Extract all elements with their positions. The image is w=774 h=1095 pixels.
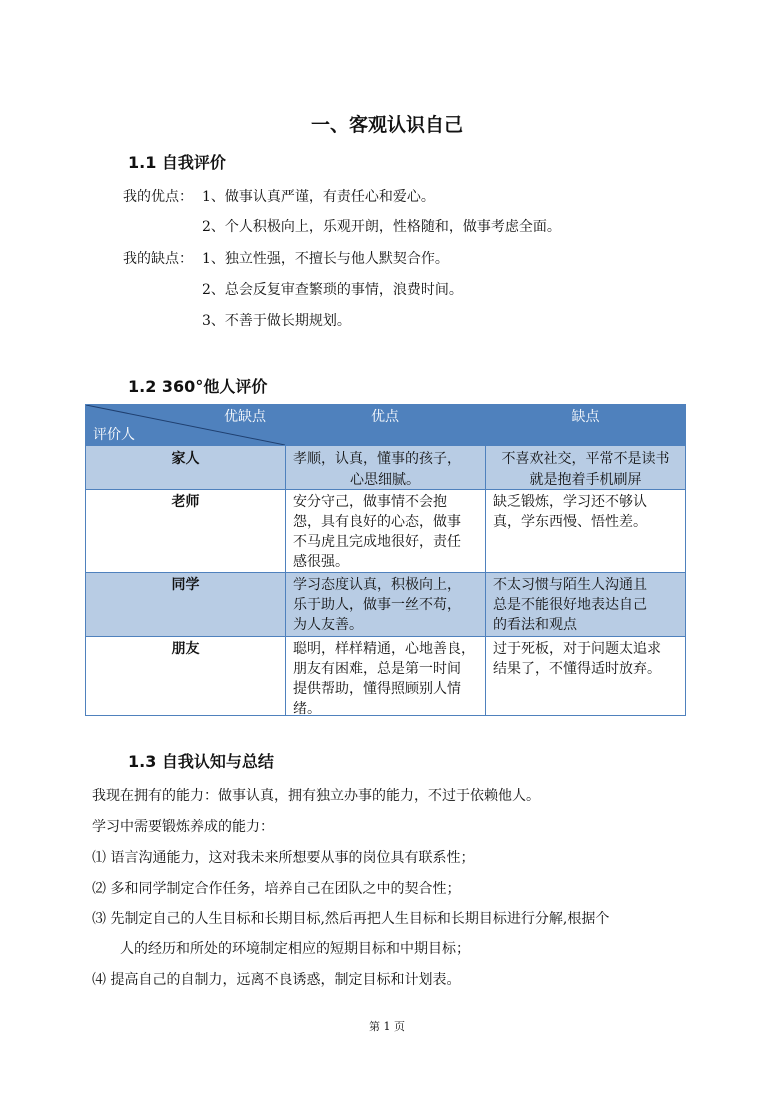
table-cell-pros: 绪。 [293, 701, 321, 717]
corner-bottom-label: 评价人 [93, 427, 135, 443]
table-cell-cons: 真，学东西慢、悟性差。 [493, 514, 647, 530]
advantage-item: 2、个人积极向上，乐观开朗，性格随和，做事考虑全面。 [202, 219, 561, 235]
disadvantages-label: 我的缺点： [123, 251, 193, 267]
list-item: ⑶ 先制定自己的人生目标和长期目标,然后再把人生目标和长期目标进行分解,根据个 [92, 911, 610, 927]
evaluation-table [85, 404, 686, 716]
table-cell-cons: 总是不能很好地表达自己 [493, 597, 647, 613]
disadvantage-item: 2、总会反复审查繁琐的事情，浪费时间。 [202, 282, 463, 298]
table-cell-pros: 怨，具有良好的心态，做事 [293, 514, 461, 530]
table-cell-cons: 不喜欢社交，平常不是读书 [501, 451, 670, 467]
table-cell-pros: 为人友善。 [293, 617, 363, 633]
table-cell-cons: 就是抱着手机刷屏 [529, 472, 642, 488]
advantages-label: 我的优点： [123, 189, 193, 205]
table-cell-cons: 不太习惯与陌生人沟通且 [493, 577, 647, 593]
table-row-evaluator: 家人 [171, 451, 200, 467]
list-item: ⑵ 多和同学制定合作任务，培养自己在团队之中的契合性； [92, 881, 461, 897]
table-cell-cons: 缺乏锻炼，学习还不够认 [493, 494, 647, 510]
table-row-evaluator: 同学 [171, 577, 200, 593]
table-cell-cons: 结果了，不懂得适时放弃。 [493, 661, 661, 677]
table-cell-pros: 学习态度认真，积极向上， [293, 577, 461, 593]
column-header-cons: 缺点 [571, 409, 600, 425]
advantage-item: 1、做事认真严谨，有责任心和爱心。 [202, 189, 435, 205]
corner-top-label: 优缺点 [224, 409, 266, 425]
disadvantage-item: 1、独立性强，不擅长与他人默契合作。 [202, 251, 449, 267]
table-cell-pros: 乐于助人，做事一丝不苟， [293, 597, 461, 613]
list-item: ⑴ 语言沟通能力，这对我未来所想要从事的岗位具有联系性； [92, 850, 475, 866]
table-cell-pros: 不马虎且完成地很好，责任 [293, 534, 461, 550]
table-cell-cons: 的看法和观点 [493, 617, 577, 633]
table-cell-pros: 聪明，样样精通，心地善良， [293, 641, 475, 657]
page-title: 一、客观认识自己 [310, 114, 463, 136]
section-heading-1-2: 1.2 360°他人评价 [128, 377, 268, 396]
disadvantage-item: 3、不善于做长期规划。 [202, 313, 351, 329]
summary-paragraph: 学习中需要锻炼养成的能力： [92, 819, 274, 835]
summary-paragraph: 我现在拥有的能力：做事认真，拥有独立办事的能力，不过于依赖他人。 [92, 788, 540, 804]
table-row-evaluator: 老师 [171, 494, 200, 510]
table-row-evaluator: 朋友 [171, 641, 200, 657]
column-header-pros: 优点 [371, 409, 399, 425]
section-heading-1-1: 1.1 自我评价 [128, 153, 226, 172]
list-item-continuation: 人的经历和所处的环境制定相应的短期目标和中期目标； [120, 941, 470, 957]
section-heading-1-3: 1.3 自我认知与总结 [128, 752, 274, 771]
table-cell-pros: 提供帮助，懂得照顾别人情 [293, 681, 461, 697]
table-cell-pros: 心思细腻。 [350, 472, 420, 488]
table-cell-pros: 感很强。 [293, 554, 349, 570]
table-cell-cons: 过于死板，对于问题太追求 [493, 641, 661, 657]
table-cell-pros: 朋友有困难，总是第一时间 [293, 661, 461, 677]
page-number: 第 1 页 [369, 1020, 405, 1033]
table-cell-pros: 孝顺，认真，懂事的孩子， [293, 451, 461, 467]
table-cell-pros: 安分守己，做事情不会抱 [293, 494, 447, 510]
list-item: ⑷ 提高自己的自制力，远离不良诱惑，制定目标和计划表。 [92, 972, 461, 988]
